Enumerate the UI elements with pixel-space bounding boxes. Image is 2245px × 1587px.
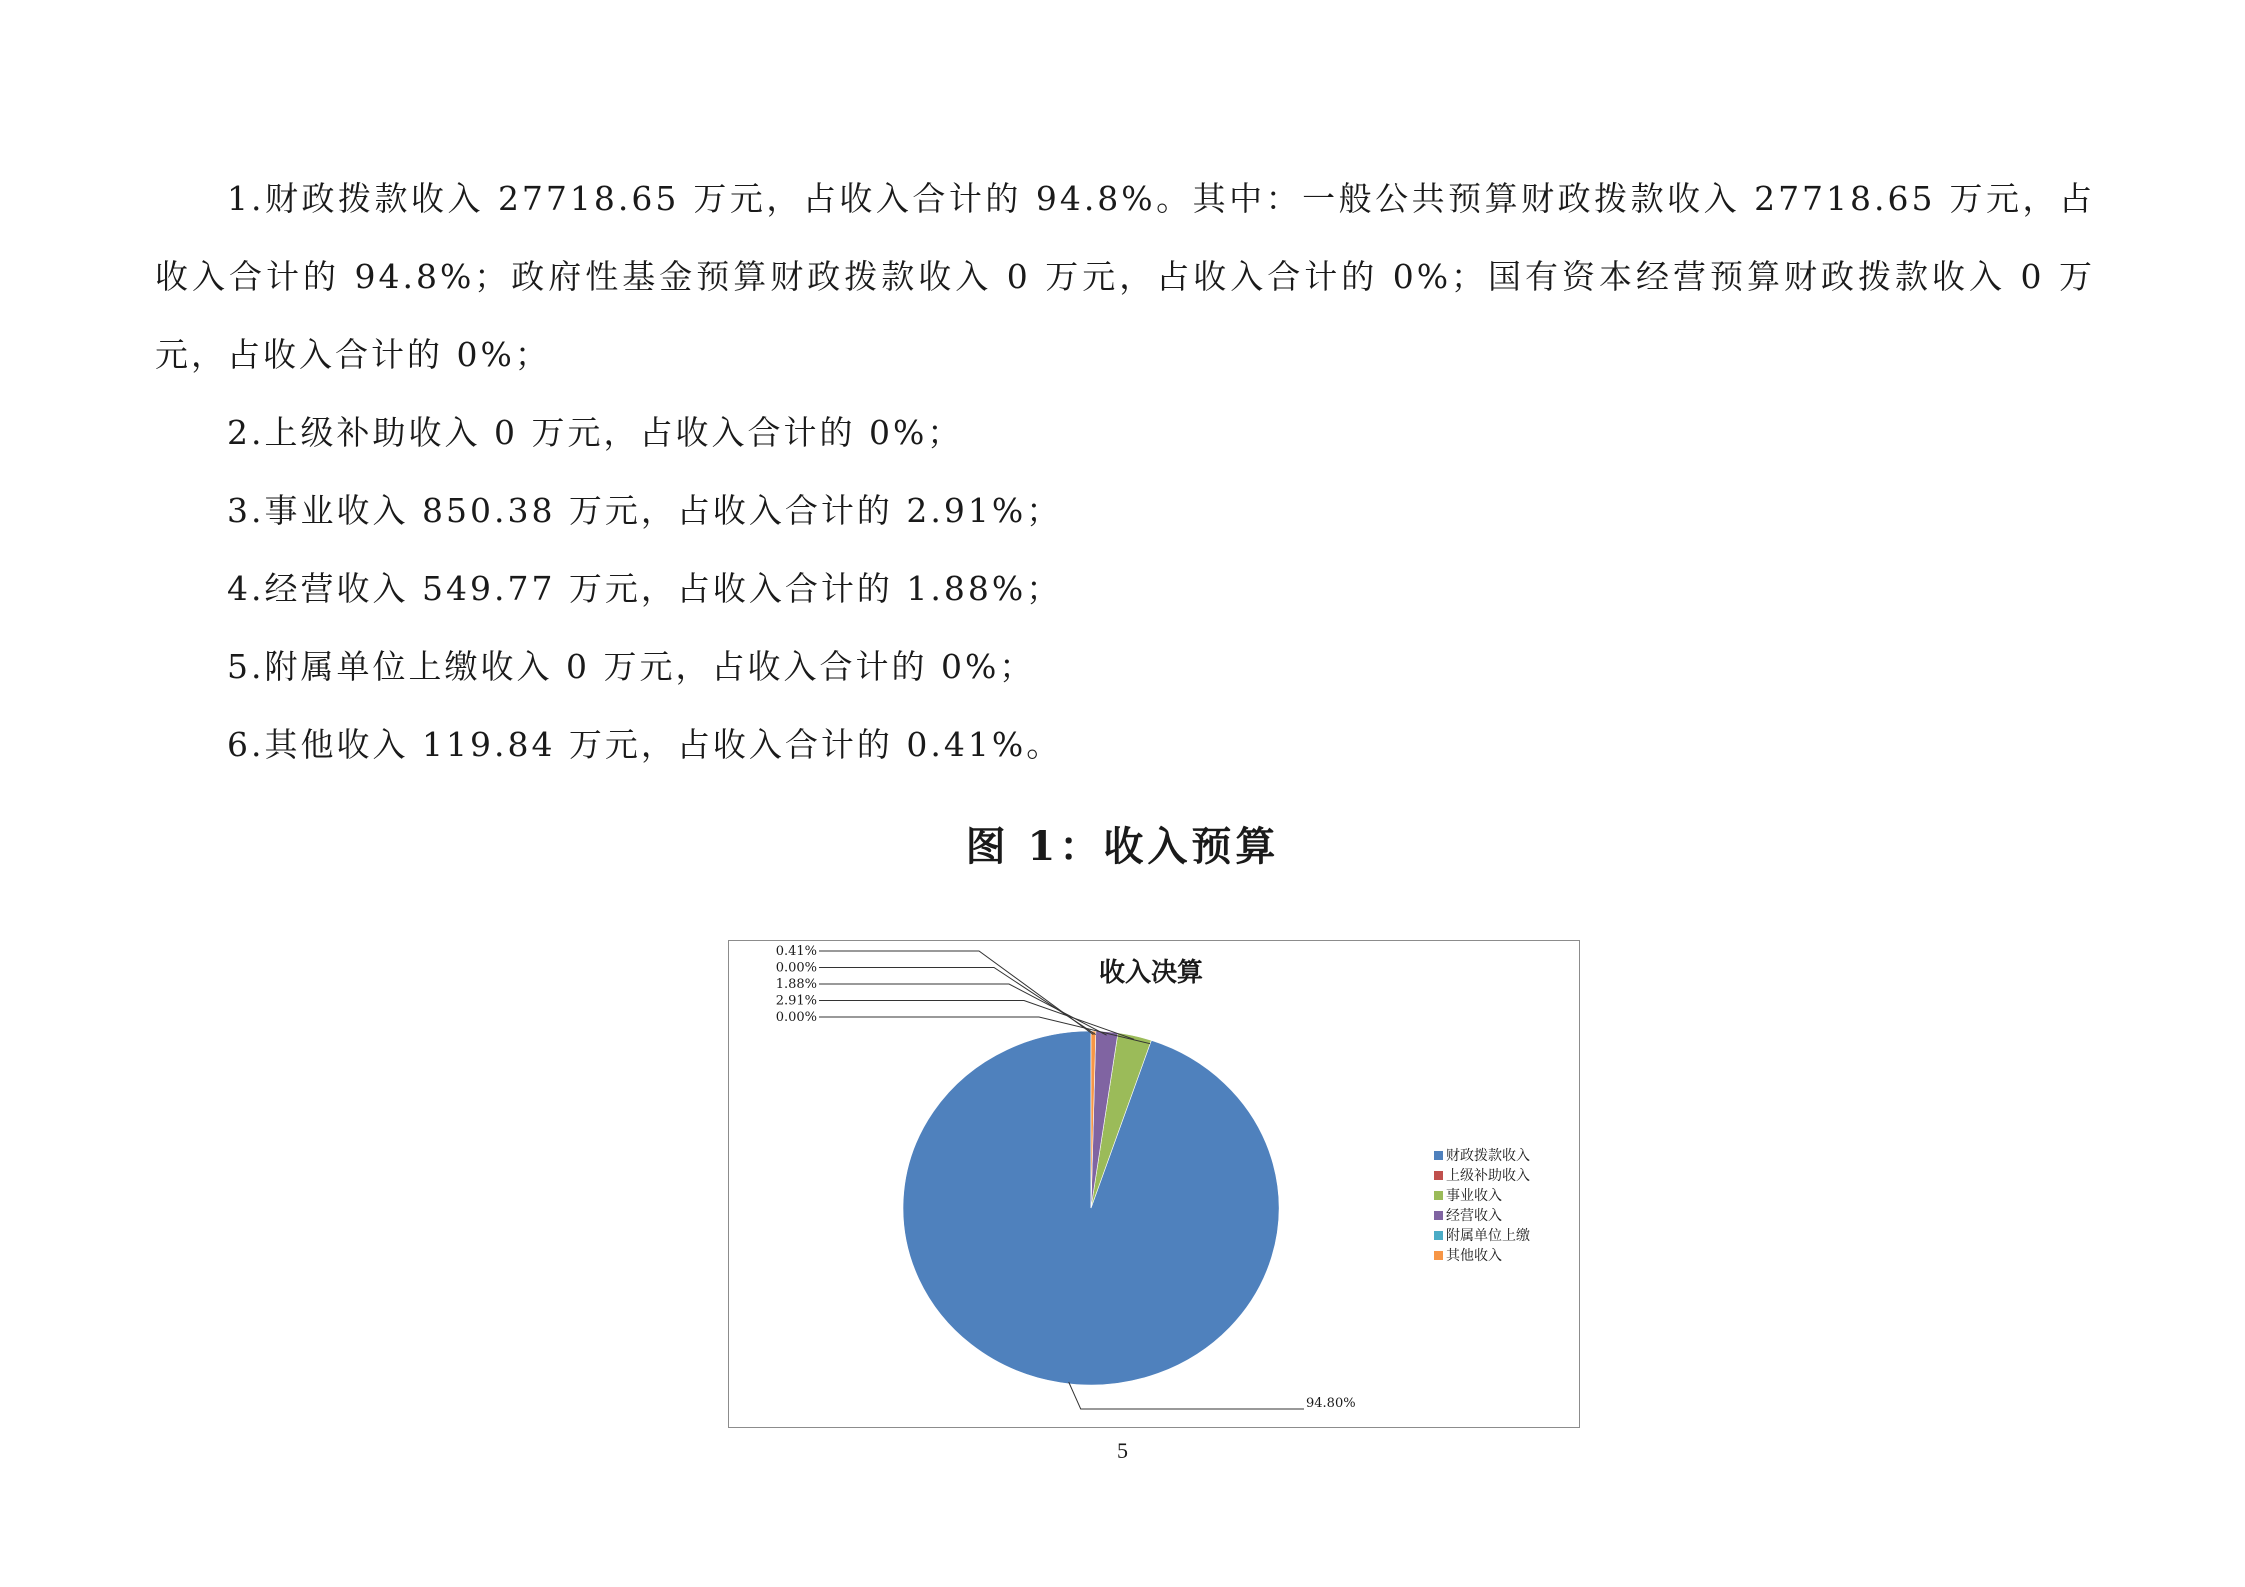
item-other-income: 6.其他收入 119.84 万元，占收入合计的 0.41%。 xyxy=(227,725,1063,764)
item-business-income: 3.事业收入 850.38 万元，占收入合计的 2.91%； xyxy=(227,491,1063,530)
legend-swatch-2 xyxy=(1434,1191,1443,1200)
figure-title: 图 1：收入预算 xyxy=(965,823,1280,870)
income-pie-chart xyxy=(728,940,1580,1428)
data-label-3: 1.88% xyxy=(775,977,817,992)
chart-title: 收入决算 xyxy=(1098,958,1204,988)
legend-label-0: 财政拨款收入 xyxy=(1446,1148,1530,1164)
legend-label-4: 附属单位上缴 xyxy=(1446,1228,1530,1244)
legend-label-3: 经营收入 xyxy=(1446,1208,1502,1224)
legend-label-1: 上级补助收入 xyxy=(1446,1168,1530,1184)
legend-swatch-3 xyxy=(1434,1211,1443,1220)
legend-label-5: 其他收入 xyxy=(1446,1248,1502,1264)
data-label-0: 94.80% xyxy=(1306,1396,1356,1411)
legend-swatch-4 xyxy=(1434,1231,1443,1240)
legend-swatch-5 xyxy=(1434,1251,1443,1260)
data-label-4: 0.00% xyxy=(775,960,817,976)
item-affiliated-remittance: 5.附属单位上缴收入 0 万元，占收入合计的 0%； xyxy=(227,647,1036,686)
data-label-2: 2.91% xyxy=(775,993,817,1009)
pie-chart-svg xyxy=(729,941,1581,1429)
item-superior-subsidy: 2.上级补助收入 0 万元，占收入合计的 0%； xyxy=(227,413,964,452)
leader-line-3 xyxy=(819,984,1107,1035)
item-operating-income: 4.经营收入 549.77 万元，占收入合计的 1.88%； xyxy=(227,569,1063,608)
page-number: 5 xyxy=(1117,1438,1128,1463)
legend-swatch-1 xyxy=(1434,1171,1443,1180)
data-label-1: 0.00% xyxy=(775,1010,817,1025)
leader-line-4 xyxy=(819,968,1096,1035)
legend-label-2: 事业收入 xyxy=(1446,1188,1502,1204)
legend-swatch-0 xyxy=(1434,1151,1443,1160)
leader-line-5 xyxy=(819,951,1093,1035)
paragraph-fiscal-appropriation: 1.财政拨款收入 27718.65 万元，占收入合计的 94.8%。其中：一般公共预算财政拨款收入 27718.65 万元，占收入合计的 94.8%；政府性基金预算财政拨款收入 0 万元，占收入合计的 0%；国有资本经营预算财政拨款收入 0 万元，占收入合计的 0%； xyxy=(155,179,2095,374)
data-label-5: 0.41% xyxy=(775,944,817,959)
leader-line-0 xyxy=(1069,1382,1304,1409)
